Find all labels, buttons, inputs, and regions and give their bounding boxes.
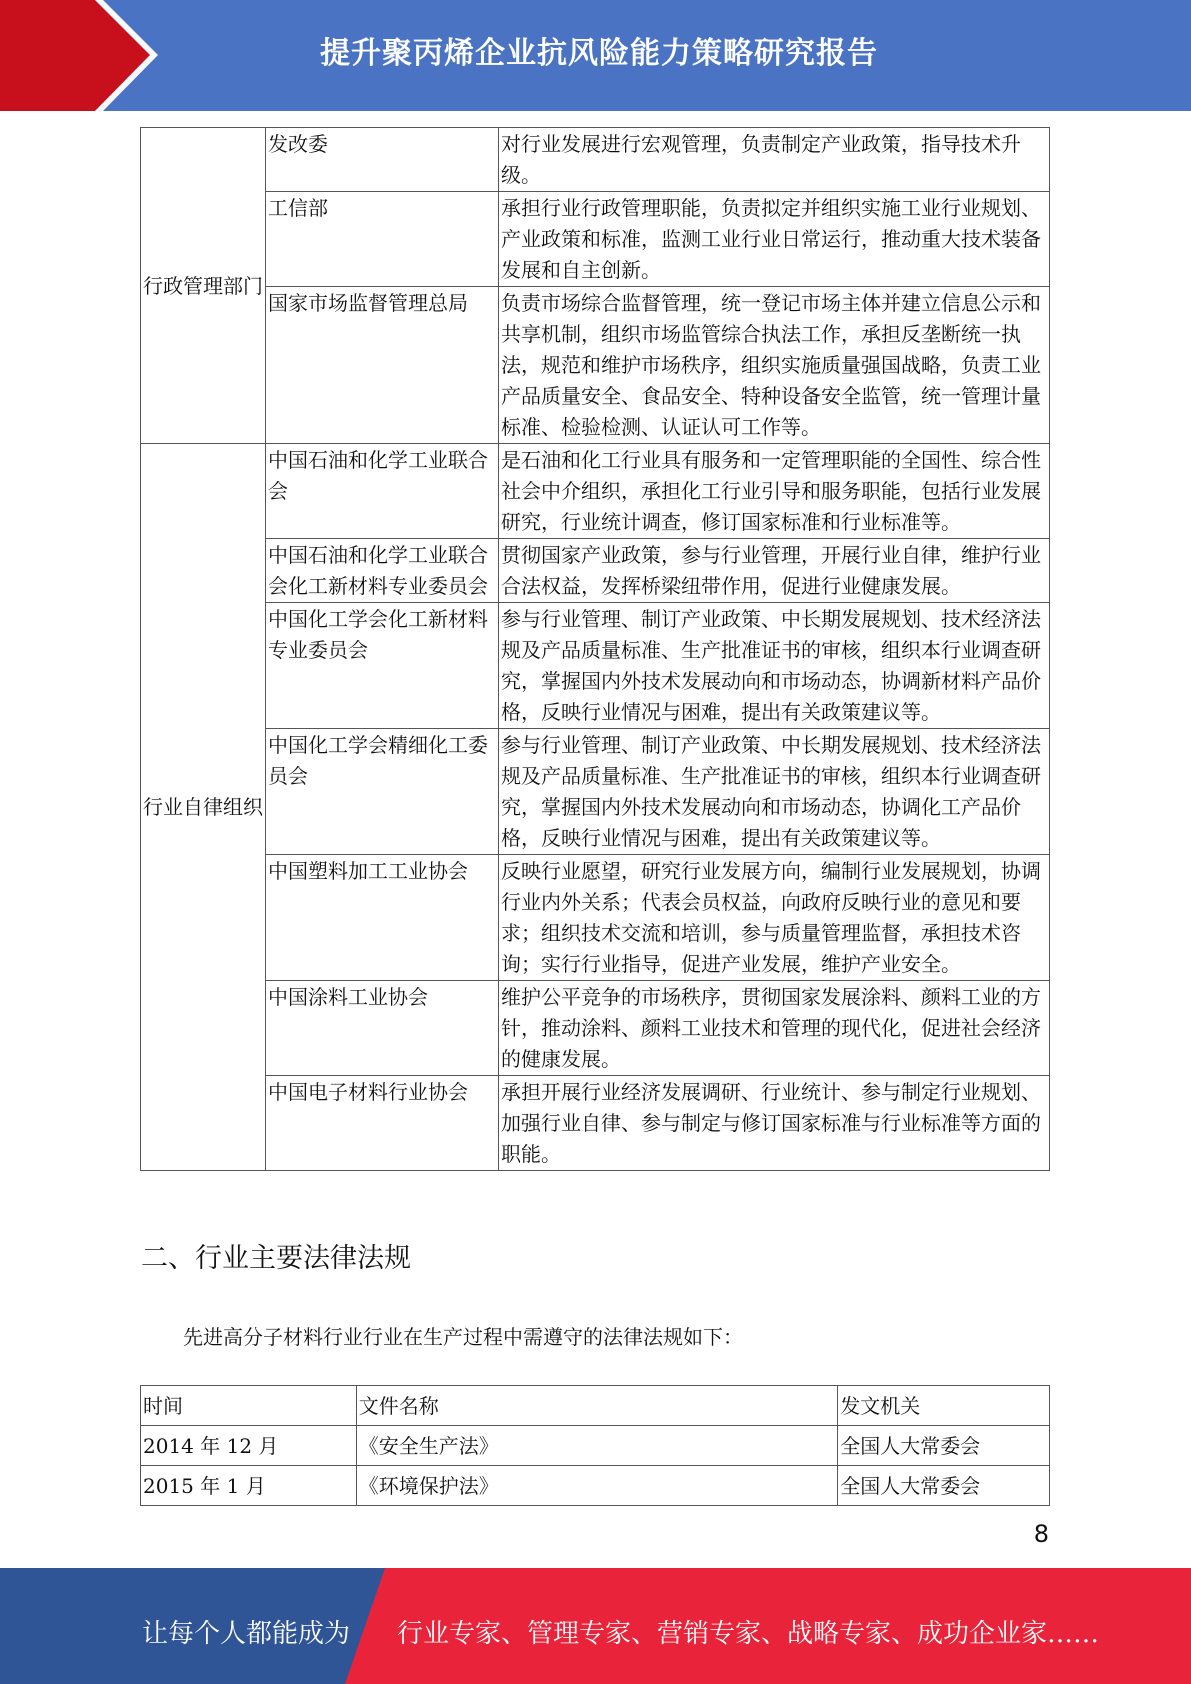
- header-cell-doc-name: 文件名称: [356, 1386, 837, 1426]
- org-duty-cell: 反映行业愿望，研究行业发展方向，编制行业发展规划，协调行业内外关系；代表会员权益，向政府反映行业的意见和要求；组织技术交流和培训，参与质量管理监督，承担技术咨询；实行行业指导，促进产业发展，维护产业安全。: [499, 855, 1050, 981]
- cell-issuer: 全国人大常委会: [838, 1426, 1050, 1466]
- org-duty-cell: 参与行业管理、制订产业政策、中长期发展规划、技术经济法规及产品质量标准、生产批准证书的审核，组织本行业调查研究，掌握国内外技术发展动向和市场动态，协调化工产品价格，反映行业情况与困难，提出有关政策建议等。: [499, 729, 1050, 855]
- table-row: [141, 1466, 1050, 1506]
- org-name-cell: 中国化工学会精细化工委员会: [266, 729, 499, 855]
- footer-banner: [0, 1568, 1191, 1684]
- org-name-cell: 工信部: [266, 192, 499, 287]
- table-row: [141, 1076, 1050, 1171]
- header-cell-issuer: 发文机关: [838, 1386, 1050, 1426]
- category-cell: 行政管理部门: [141, 128, 266, 444]
- intro-paragraph: 先进高分子材料行业行业在生产过程中需遵守的法律法规如下：: [183, 1325, 743, 1349]
- org-name-cell: 中国塑料加工工业协会: [266, 855, 499, 981]
- law-table: [140, 1385, 1050, 1506]
- category-cell: 行业自律组织: [141, 444, 266, 1171]
- table-row: [141, 981, 1050, 1076]
- table-row: [141, 1426, 1050, 1466]
- header-banner: [0, 0, 1191, 111]
- footer-slogan-right: 行业专家、管理专家、营销专家、战略专家、成功企业家……: [397, 1619, 1100, 1649]
- cell-doc-name: 《环境保护法》: [356, 1466, 837, 1506]
- table-row: [141, 128, 1050, 192]
- org-name-cell: 发改委: [266, 128, 499, 192]
- table-row: [141, 287, 1050, 444]
- org-duty-cell: 贯彻国家产业政策，参与行业管理，开展行业自律，维护行业合法权益，发挥桥梁纽带作用，促进行业健康发展。: [499, 539, 1050, 603]
- org-duty-cell: 对行业发展进行宏观管理，负责制定产业政策，指导技术升级。: [499, 128, 1050, 192]
- cell-time: 2014 年 12 月: [141, 1426, 357, 1466]
- section-heading: 二、行业主要法律法规: [141, 1243, 411, 1274]
- org-name-cell: 中国化工学会化工新材料专业委员会: [266, 603, 499, 729]
- cell-doc-name: 《安全生产法》: [356, 1426, 837, 1466]
- org-duty-cell: 承担开展行业经济发展调研、行业统计、参与制定行业规划、加强行业自律、参与制定与修订国家标准与行业标准等方面的职能。: [499, 1076, 1050, 1171]
- header-cell-time: 时间: [141, 1386, 357, 1426]
- page-number: 8: [1033, 1520, 1049, 1548]
- cell-issuer: 全国人大常委会: [838, 1466, 1050, 1506]
- table-row: [141, 539, 1050, 603]
- org-duty-cell: 负责市场综合监督管理，统一登记市场主体并建立信息公示和共享机制，组织市场监管综合执法工作，承担反垄断统一执法，规范和维护市场秩序，组织实施质量强国战略，负责工业产品质量安全、食品安全、特种设备安全监管，统一管理计量标准、检验检测、认证认可工作等。: [499, 287, 1050, 444]
- org-table: [140, 127, 1050, 1171]
- table-row: [141, 192, 1050, 287]
- table-row: [141, 855, 1050, 981]
- table-row: [141, 444, 1050, 539]
- law-table-header-row: [141, 1386, 1050, 1426]
- org-duty-cell: 参与行业管理、制订产业政策、中长期发展规划、技术经济法规及产品质量标准、生产批准证书的审核，组织本行业调查研究，掌握国内外技术发展动向和市场动态，协调新材料产品价格，反映行业情况与困难，提出有关政策建议等。: [499, 603, 1050, 729]
- org-duty-cell: 是石油和化工行业具有服务和一定管理职能的全国性、综合性社会中介组织，承担化工行业引导和服务职能，包括行业发展研究，行业统计调查，修订国家标准和行业标准等。: [499, 444, 1050, 539]
- org-duty-cell: 维护公平竞争的市场秩序，贯彻国家发展涂料、颜料工业的方针，推动涂料、颜料工业技术和管理的现代化，促进社会经济的健康发展。: [499, 981, 1050, 1076]
- table-row: [141, 729, 1050, 855]
- org-name-cell: 中国涂料工业协会: [266, 981, 499, 1076]
- footer-slogan-left: 让每个人都能成为: [142, 1619, 351, 1649]
- org-name-cell: 中国石油和化学工业联合会: [266, 444, 499, 539]
- org-duty-cell: 承担行业行政管理职能，负责拟定并组织实施工业行业规划、产业政策和标准，监测工业行业日常运行，推动重大技术装备发展和自主创新。: [499, 192, 1050, 287]
- table-row: [141, 603, 1050, 729]
- org-name-cell: 中国电子材料行业协会: [266, 1076, 499, 1171]
- org-name-cell: 中国石油和化学工业联合会化工新材料专业委员会: [266, 539, 499, 603]
- report-title: 提升聚丙烯企业抗风险能力策略研究报告: [320, 36, 878, 71]
- cell-time: 2015 年 1 月: [141, 1466, 357, 1506]
- org-name-cell: 国家市场监督管理总局: [266, 287, 499, 444]
